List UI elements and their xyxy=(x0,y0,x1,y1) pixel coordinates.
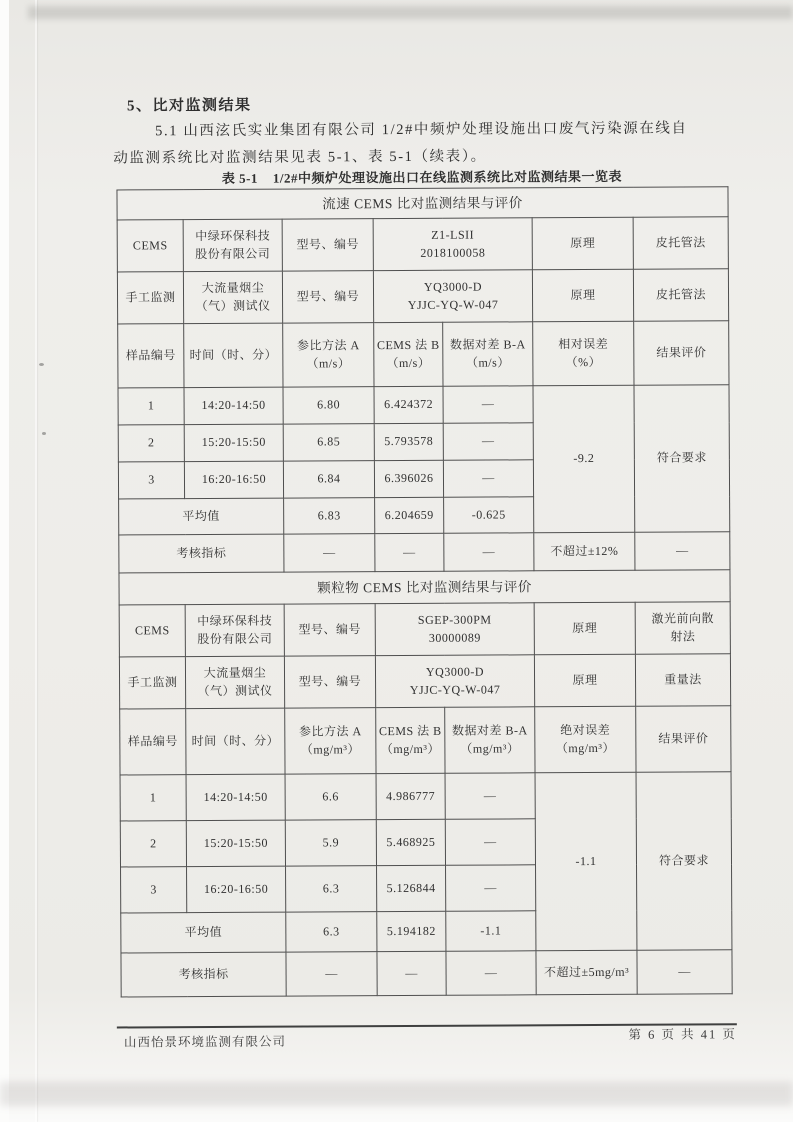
header-relative-error: 相对误差 （%） xyxy=(533,321,634,386)
sample-time-cell: 16:20-16:50 xyxy=(184,461,283,499)
sample-no-cell: 1 xyxy=(118,388,184,425)
manual-instrument-cell: 大流量烟尘 （气）测试仪 xyxy=(185,656,284,709)
dust-section-title: 颗粒物 CEMS 比对监测结果与评价 xyxy=(119,570,730,605)
assessment-a-cell: — xyxy=(286,952,377,996)
header-time: 时间（时、分） xyxy=(184,323,283,388)
comparison-results-table xyxy=(116,186,732,997)
principle-label-cell: 原理 xyxy=(534,602,635,655)
sample-no-cell: 2 xyxy=(120,821,186,867)
sample-no-cell: 1 xyxy=(120,775,186,821)
sample-time-cell: 16:20-16:50 xyxy=(187,866,286,913)
model-label-cell: 型号、编号 xyxy=(282,219,373,271)
principle-label-cell: 原理 xyxy=(534,654,635,707)
assessment-limit-cell: 不超过±12% xyxy=(534,532,635,571)
average-label-cell: 平均值 xyxy=(119,498,284,535)
principle-value-cell: 重量法 xyxy=(635,654,730,706)
assessment-result-cell: — xyxy=(635,532,730,570)
sample-time-cell: 15:20-15:50 xyxy=(186,820,285,867)
sample-a-cell: 6.3 xyxy=(286,866,377,912)
header-cems-method: CEMS 法 B （m/s） xyxy=(374,322,443,386)
sample-diff-cell: — xyxy=(446,865,536,911)
header-data-diff: 数据对差 B-A （m/s） xyxy=(443,322,533,386)
model-value-cell: SGEP-300PM 30000089 xyxy=(375,603,534,656)
header-result-evaluation: 结果评价 xyxy=(636,706,731,772)
principle-value-cell: 皮托管法 xyxy=(633,269,728,321)
sample-a-cell: 6.84 xyxy=(283,461,374,498)
sample-diff-cell: — xyxy=(443,460,533,497)
assessment-diff-cell: — xyxy=(446,951,536,995)
header-reference-method: 参比方法 A （m/s） xyxy=(283,323,374,387)
header-sample-no: 样品编号 xyxy=(118,324,184,388)
sample-b-cell: 4.986777 xyxy=(376,773,445,819)
sample-a-cell: 5.9 xyxy=(285,820,376,866)
header-sample-no: 样品编号 xyxy=(120,709,186,775)
principle-label-cell: 原理 xyxy=(532,217,633,270)
flow-assessment-row xyxy=(119,532,730,573)
intro-paragraph-line2: 动监测系统比对监测结果见表 5-1、表 5-1（续表）。 xyxy=(113,148,487,167)
assessment-limit-cell: 不超过±5mg/m³ xyxy=(536,950,637,995)
model-label-cell: 型号、编号 xyxy=(284,604,375,656)
header-result-evaluation: 结果评价 xyxy=(634,321,729,385)
section-heading: 5、比对监测结果 xyxy=(126,97,252,115)
model-label-cell: 型号、编号 xyxy=(284,656,375,708)
sample-diff-cell: — xyxy=(445,819,535,865)
header-time: 时间（时、分） xyxy=(186,708,285,775)
header-data-diff: 数据对差 B-A （mg/m³） xyxy=(445,707,535,773)
dust-manual-equipment-row xyxy=(119,654,730,709)
average-diff-cell: -0.625 xyxy=(444,497,534,533)
principle-value-cell: 皮托管法 xyxy=(633,217,728,269)
dust-absolute-error-cell: -1.1 xyxy=(535,772,637,951)
model-value-cell: YQ3000-D YJJC-YQ-W-047 xyxy=(375,655,534,708)
sample-time-cell: 14:20-14:50 xyxy=(186,774,285,821)
assessment-result-cell: — xyxy=(637,950,732,994)
assessment-b-cell: — xyxy=(377,951,446,995)
sample-a-cell: 6.6 xyxy=(285,774,376,820)
cems-vendor-cell: 中绿环保科技 股份有限公司 xyxy=(185,604,284,657)
flow-cems-equipment-row xyxy=(117,217,728,272)
dust-section-title-row xyxy=(119,570,730,605)
sample-b-cell: 5.793578 xyxy=(374,423,443,460)
header-cems-method: CEMS 法 B （mg/m³） xyxy=(376,707,445,773)
sample-b-cell: 5.126844 xyxy=(377,865,446,911)
sample-no-cell: 3 xyxy=(121,867,187,913)
dust-evaluation-cell: 符合要求 xyxy=(636,772,732,950)
sample-b-cell: 5.468925 xyxy=(376,819,445,865)
dust-sample-row xyxy=(120,772,731,821)
average-a-cell: 6.3 xyxy=(286,912,377,952)
sample-a-cell: 6.80 xyxy=(283,387,374,424)
flow-section-title-row xyxy=(117,187,728,220)
footer-page-number: 第 6 页 共 41 页 xyxy=(628,1027,737,1042)
assessment-diff-cell: — xyxy=(444,533,534,571)
model-value-cell: Z1-LSII 2018100058 xyxy=(373,218,532,271)
flow-manual-equipment-row xyxy=(117,269,728,324)
sample-no-cell: 3 xyxy=(118,462,184,499)
manual-label-cell: 手工监测 xyxy=(119,657,185,709)
assessment-a-cell: — xyxy=(284,534,375,572)
average-b-cell: 5.194182 xyxy=(377,911,446,951)
cems-vendor-cell: 中绿环保科技 股份有限公司 xyxy=(183,219,282,272)
assessment-label-cell: 考核指标 xyxy=(121,952,286,997)
flow-section-title: 流速 CEMS 比对监测结果与评价 xyxy=(117,187,728,220)
cems-label-cell: CEMS xyxy=(119,605,185,657)
sample-b-cell: 6.396026 xyxy=(374,460,443,497)
sample-diff-cell: — xyxy=(445,773,535,819)
sample-diff-cell: — xyxy=(443,423,533,460)
sample-no-cell: 2 xyxy=(118,425,184,462)
dust-column-header-row xyxy=(120,706,731,775)
average-b-cell: 6.204659 xyxy=(375,497,444,533)
manual-label-cell: 手工监测 xyxy=(117,272,183,324)
table-caption: 表 5-1 1/2#中频炉处理设施出口在线监测系统比对监测结果一览表 xyxy=(221,168,623,186)
flow-sample-row xyxy=(118,385,729,425)
dust-cems-equipment-row xyxy=(119,602,730,657)
principle-label-cell: 原理 xyxy=(532,269,633,322)
sample-b-cell: 6.424372 xyxy=(374,386,443,423)
sample-time-cell: 14:20-14:50 xyxy=(184,387,283,425)
average-a-cell: 6.83 xyxy=(284,498,375,534)
header-absolute-error: 绝对误差 （mg/m³） xyxy=(535,706,636,773)
average-diff-cell: -1.1 xyxy=(446,911,536,951)
manual-instrument-cell: 大流量烟尘 （气）测试仪 xyxy=(183,271,282,324)
flow-column-header-row xyxy=(118,321,729,388)
cems-label-cell: CEMS xyxy=(117,220,183,272)
intro-paragraph-line1: 5.1 山西泫氏实业集团有限公司 1/2#中频炉处理设施出口废气污染源在线自 xyxy=(155,120,688,140)
model-label-cell: 型号、编号 xyxy=(282,271,373,323)
sample-diff-cell: — xyxy=(443,386,533,423)
sample-time-cell: 15:20-15:50 xyxy=(184,424,283,462)
header-reference-method: 参比方法 A （mg/m³） xyxy=(285,708,376,774)
dust-assessment-row xyxy=(121,950,732,997)
principle-value-cell: 激光前向散 射法 xyxy=(635,602,730,654)
flow-relative-error-cell: -9.2 xyxy=(533,385,635,533)
sample-a-cell: 6.85 xyxy=(283,424,374,461)
footer-company-name: 山西怡景环境监测有限公司 xyxy=(123,1034,286,1050)
assessment-b-cell: — xyxy=(375,533,444,571)
model-value-cell: YQ3000-D YJJC-YQ-W-047 xyxy=(373,270,532,323)
flow-evaluation-cell: 符合要求 xyxy=(634,385,730,532)
average-label-cell: 平均值 xyxy=(121,912,286,953)
assessment-label-cell: 考核指标 xyxy=(119,534,284,573)
